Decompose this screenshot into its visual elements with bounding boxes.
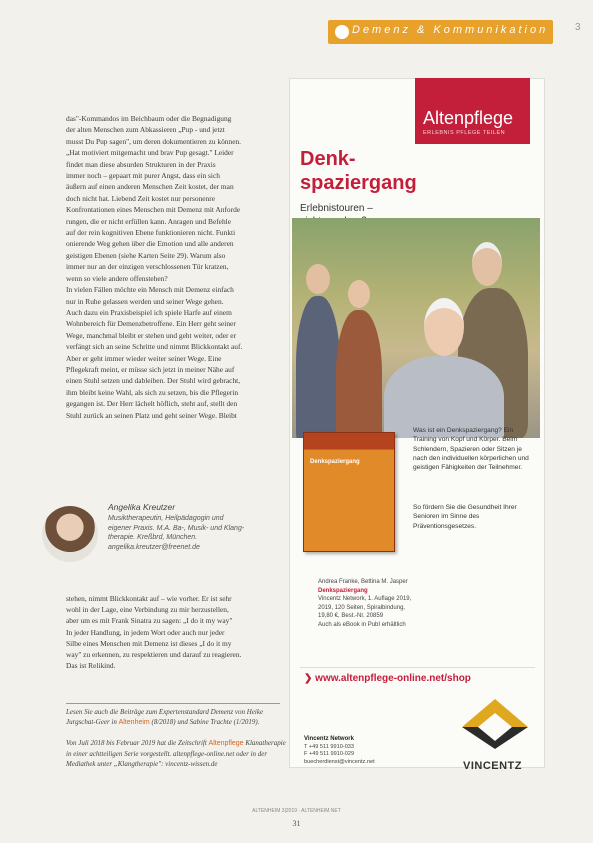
note-text: Lesen Sie auch die Beiträge zum Expertenstandard Demenz von Heike Jurgschat-Geer in [66,708,264,727]
article-line: immer nur an der einzigen verschlossenen Tür kratzen, [66,262,229,272]
ad-contact [304,736,424,766]
ad-photo-seniors [292,218,540,438]
author-bio-line: therapie. Kreßbrd, München. [108,534,198,542]
article-line: verfängt sich an seine Schritte und nimmt Blickkontakt auf. [66,342,243,352]
contact-phone: T +49 511 9910-033 [304,743,355,750]
article-line: Pflegekraft meint, er müsse sich jetzt in meiner Nähe auf [66,364,235,374]
article-line: nur in Ruhe gelassen werden und seiner Wege gehen. [66,296,224,306]
note-text: (8/2018) und Sabine Trachte (1/2019). [149,718,260,727]
article-line: ihm bleibt keine Wahl, als sich zu setzen, bis die Pflegerin [66,387,239,397]
article-line: Wohnbereich für Demenzbetroffene. Ein Herr geht seiner [66,319,236,329]
contact-email[interactable]: buecherdienst@vincentz.net [304,758,375,765]
person-head [472,242,502,286]
article-line: das"-Kommandos im Beichbaum oder die Begnadigung [66,114,232,123]
section-dot-icon [335,25,349,39]
article-line: Auch dazu ein Praxisbeispiel ich spiele Harfe auf einem [66,307,232,317]
article-line: findet man diese absurden Strukturen in der Praxis [66,159,216,169]
article-body-bottom [66,593,278,671]
article-line: einen Stuhl setzen und dableiben. Der Stuhl wird gebracht, [66,376,241,386]
article-line: der alten Menschen zum Abkassieren „Pup - und jetzt [66,125,225,135]
book-detail-line: 19,80 €, Best.-Nr. 20859 [318,613,384,620]
contact-fax: F +49 511 9910-029 [304,751,355,758]
shop-link[interactable] [304,673,471,684]
article-line: Stuhl zurück an seinen Platz und geht seiner Wege. Bleibt [66,410,237,420]
page-number: 31 [292,819,301,828]
book-detail-line: Auch als eBook in PubI erhältlich [318,621,406,628]
note-highlight: Altenpflege [208,740,244,747]
article-line: Silbe eines Menschen mit Demenz ist dieses „I do it my [66,638,232,648]
article-line: musst Du Pup sagen", um deren dokumentieren zu können. [66,136,242,146]
note-text: Klanatherapie in einer achtteiligen Serie vorgestellt. altenpflege-online.net oder in der Mediathek unter „Klangtherapie": vincentz-wissen.de [66,739,286,769]
article-line: Das ist Relikind. [66,661,116,671]
logo-text: Altenpflege [423,108,514,128]
book-info [318,578,448,630]
person-head [424,298,464,356]
vincentz-brand: VINCENTZ [463,760,522,772]
article-line: onierende Weg gehen über die Emotion und alle anderen [66,239,234,249]
book-cover [303,432,395,552]
author-bio-line: Musiktherapeutin, Heilpädagogin und [108,515,224,522]
shop-link-text[interactable]: www.altenpflege-online.net/shop [315,673,471,684]
note-text: Von Juli 2018 bis Februar 2019 hat die Zeitschrift [66,739,209,747]
corner-mark: 3 [575,22,581,33]
article-line: way" zu erkennen, zu respektieren und darauf zu reagieren. [66,650,242,660]
article-line: Aber er geht immer wieder weiter seiner Wege. Eine [66,353,222,363]
author-photo [42,506,98,562]
article-line: „Hat motiviert mitgemacht und brav Pup gesagt." Leider [66,148,234,158]
footer-line: ALTENHEIM 3|2019 · ALTENHEIM.NET [252,808,341,814]
ad-description-2: So fördern Sie die Gesundheit Ihrer Senioren im Sinne des Präventionsgesetzes. [413,504,517,530]
author-name: Angelika Kreutzer [108,502,176,512]
author-email[interactable]: angelika.kreutzer@freenet.de [108,543,200,551]
article-line: immer noch – gepaart mit purer Angst, dass ein sich [66,171,220,181]
article-line: In vielen Fällen möchte ein Mensch mit Demenz einfach [66,285,234,295]
article-line: wohl in der Lage, eine Verbindung zu mir herzustellen, [66,605,229,615]
person-head [306,264,330,294]
book-authors: Andrea Franke, Bettina M. Jasper [318,579,408,585]
article-line: wenn so viele andere offenstehen? [66,273,168,283]
article-line: aber um es mit Frank Sinatra zu sagen: „I do it my way" [66,616,233,626]
chevron-right-icon: ❯ [304,673,316,684]
article-line: geistigen Ebenen (siehe Karten Seite 29). Warum also [66,250,226,260]
article-line: stehen, nimmt Blickkontakt auf – wie vorher. Er ist sehr [66,594,232,603]
contact-title: Vincentz Network [304,736,354,742]
section-title: Demenz & Kommunikation [352,24,549,36]
author-box [42,498,292,564]
ad-title-line: spaziergang [300,172,417,194]
divider [66,703,280,704]
person-figure [296,296,340,438]
article-line: doch nicht hat. Liebend Zeit kostet nur personenre [66,193,215,203]
reference-note-2 [66,738,286,770]
note-highlight: Altenheim [118,719,150,727]
article-line: Wege, manchmal bleibt er stehen und geht weiter, oder er [66,330,237,340]
person-figure [336,310,382,438]
author-bio-line: eigener Praxis. M.A. Ba-, Musik- und Klang- [108,524,245,532]
article-line: äußern auf einen anderen Menschen Zeit kostet, der man [66,182,234,192]
altenpflege-logo [415,78,530,144]
divider [300,667,535,668]
article-line: gegangen ist. Der Herr lächelt höflich, steht auf, stellt den [66,399,238,409]
book-cover-title: Denkspaziergang [310,459,360,465]
article-line: auf der rein kognitiven Ebene funktionieren nicht. Funkti [66,228,236,238]
reference-note-1 [66,707,286,728]
book-detail-line: Vincentz Network, 1. Auflage 2019, [318,596,412,603]
article-line: rungen, die er nicht erfüllen kann. Anragen und Befehle [66,216,231,226]
book-detail-line: 2019, 120 Seiten, Spiralbindung, [318,604,406,611]
person-head [348,280,370,308]
ad-subtitle-line: Erlebnistouren – [300,203,373,214]
article-line: Konfrontationen eines Menschen mit Demenz mit Anforde [66,205,241,215]
author-bio [108,514,288,552]
ad-title [300,147,417,195]
article-line: In jeder Handlung, in jedem Wort oder auch nur jeder [66,627,225,637]
book-name: Denkspaziergang [318,587,368,594]
vincentz-logo-icon [460,697,530,749]
logo-tagline: ERLEBNIS PFLEGE TEILEN [423,130,506,136]
article-body-top [66,113,278,421]
ad-title-line: Denk- [300,148,356,170]
ad-description: Was ist ein Denkspaziergang? Ein Training von Kopf und Körper. Beim Schlendern, Spazieren oder Sitzen je nach den individuellen körperlichen und geistigen Fähigkeiten der Teilnehmer. [413,427,529,472]
